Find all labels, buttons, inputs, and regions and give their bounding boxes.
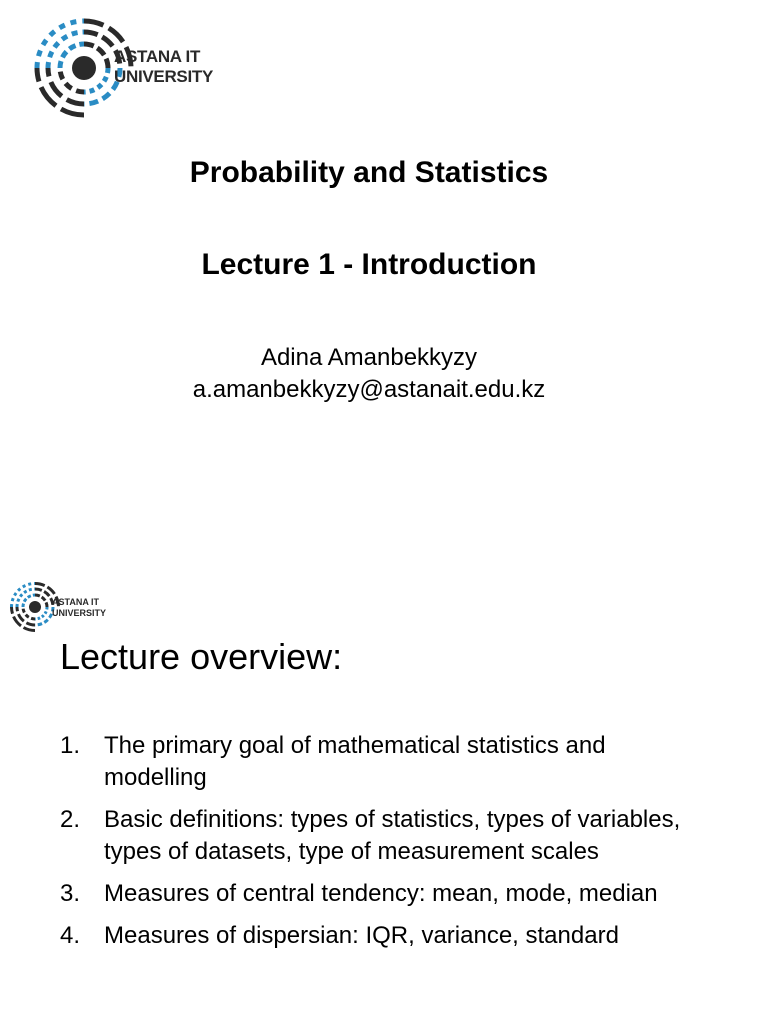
overview-list <box>60 730 710 962</box>
author-name: Adina Amanbekkyzy <box>260 344 478 371</box>
list-item <box>60 730 710 794</box>
university-name: ASTANA IT UNIVERSITY <box>52 597 107 618</box>
slide-divider <box>0 564 768 568</box>
item-text: The primary goal of mathematical statistics and modelling <box>104 732 606 791</box>
author-block <box>0 342 738 406</box>
overview-slide <box>0 572 768 1024</box>
presentation-title: Probability and Statistics <box>189 156 549 189</box>
list-item <box>60 878 710 910</box>
overview-heading: Lecture overview: <box>60 636 343 677</box>
list-item <box>60 804 710 868</box>
item-number: 4. <box>60 922 81 949</box>
lecture-subtitle: Lecture 1 - Introduction <box>201 248 537 281</box>
item-number: 2. <box>60 806 81 833</box>
item-number: 1. <box>60 732 81 759</box>
item-text: Measures of dispersian: IQR, variance, standard <box>104 922 619 949</box>
list-item <box>60 920 710 952</box>
item-text: Measures of central tendency: mean, mode, median <box>104 880 658 907</box>
item-number: 3. <box>60 880 81 907</box>
item-text: Basic definitions: types of statistics, types of variables, types of datasets, type of measurement scales <box>104 806 681 865</box>
author-email[interactable]: a.amanbekkyzy@astanait.edu.kz <box>192 376 546 403</box>
university-name: ASTANA IT UNIVERSITY <box>114 47 214 86</box>
